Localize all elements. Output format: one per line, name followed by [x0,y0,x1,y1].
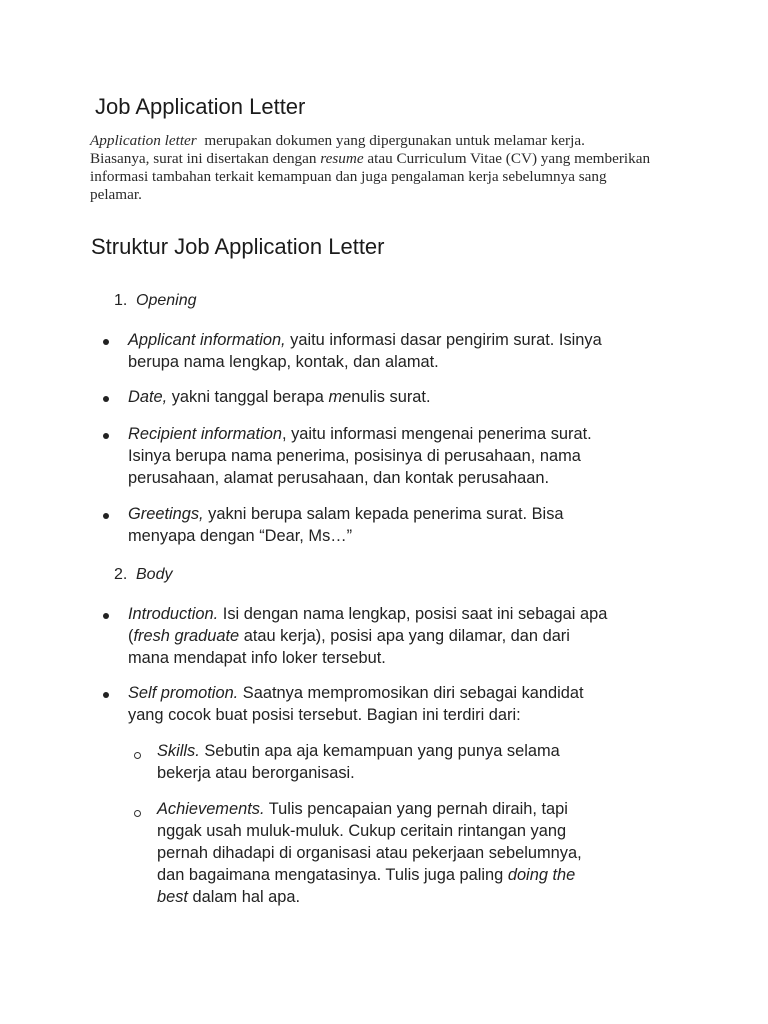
intro-line-2 [90,150,690,168]
intro-line-1 [90,132,690,150]
item-text: ( [128,627,134,645]
item-term: Skills. [157,742,200,760]
intro-line-4: pelamar. [90,186,142,203]
item-text-line: yang cocok buat posisi tersebut. Bagian ini terdiri dari: [128,706,521,724]
section-label: Opening [136,292,197,309]
section-number: 2. [114,566,128,583]
item-text-line: bekerja atau berorganisasi. [157,764,355,782]
item-term: Introduction. [128,605,219,623]
item-text-line: menyapa dengan “Dear, Ms…” [128,527,353,545]
item-text: Tulis pencapaian yang pernah diraih, tapi [264,800,568,818]
list-item-introduction [128,603,688,669]
circle-bullet-icon [134,810,141,817]
item-text: atau kerja), posisi apa yang dilamar, dan dari [239,627,570,645]
circle-bullet-icon [134,752,141,759]
list-item-applicant-information [128,329,688,373]
item-em: me [328,388,352,406]
bullet-icon [103,396,109,402]
item-text: dalam hal apa. [187,888,301,906]
item-text: yaitu informasi dasar pengirim surat. Isinya [285,331,602,349]
bullet-icon [103,513,109,519]
item-text-line: Isinya berupa nama penerima, posisinya di perusahaan, nama [128,447,581,465]
list-item-self-promotion [128,682,688,726]
item-text: yakni tanggal berapa [167,388,329,406]
intro-line-2-pre: Biasanya, surat ini disertakan dengan [90,150,321,167]
intro-paragraph [90,132,690,204]
intro-em-resume: resume [320,150,364,167]
item-term: Recipient information [128,425,282,443]
list-item-greetings [128,503,688,547]
item-text-line: mana mendapat info loker tersebut. [128,649,386,667]
bullet-icon [103,433,109,439]
item-term: Achievements. [157,800,265,818]
item-text: Saatnya mempromosikan diri sebagai kandidat [238,684,584,702]
item-text: Isi dengan nama lengkap, posisi saat ini sebagai apa [218,605,608,623]
intro-em-application-letter: Application letter [90,132,197,149]
item-em: fresh graduate [133,627,240,645]
section-body-heading [114,565,172,585]
sublist-item-skills [157,740,697,784]
item-text: , yaitu informasi mengenai penerima surat. [281,425,592,443]
item-term: Greetings, [128,505,204,523]
item-text: dan bagaimana mengatasinya. Tulis juga paling [157,866,508,884]
intro-line-1-rest: merupakan dokumen yang dipergunakan untuk melamar kerja. [196,132,585,149]
item-text-line: berupa nama lengkap, kontak, dan alamat. [128,353,439,371]
item-text: yakni berupa salam kepada penerima surat. Bisa [203,505,564,523]
item-term: Applicant information, [128,331,286,349]
item-term: Date, [128,388,168,406]
sublist-item-achievements [157,798,697,908]
list-item-recipient-information [128,423,688,489]
page-title: Job Application Letter [95,94,306,119]
intro-line-2-post: atau Curriculum Vitae (CV) yang memberikan [363,150,651,167]
section-number: 1. [114,292,128,309]
item-em: doing the [507,866,576,884]
item-text-line: pernah dihadapi di organisasi atau pekerjaan sebelumnya, [157,844,582,862]
item-text: Sebutin apa aja kemampuan yang punya selama [199,742,560,760]
item-em: best [157,888,188,906]
item-term: Self promotion. [128,684,239,702]
item-text-line: perusahaan, alamat perusahaan, dan kontak perusahaan. [128,469,550,487]
bullet-icon [103,613,109,619]
bullet-icon [103,692,109,698]
list-item-date [128,386,688,408]
item-text-line: nggak usah muluk-muluk. Cukup ceritain rintangan yang [157,822,567,840]
item-text: nulis surat. [351,388,431,406]
bullet-icon [103,339,109,345]
section-opening-heading [114,291,197,311]
section-heading: Struktur Job Application Letter [91,234,385,259]
intro-line-3: informasi tambahan terkait kemampuan dan juga pengalaman kerja sebelumnya sang [90,168,607,185]
section-label: Body [136,566,173,583]
